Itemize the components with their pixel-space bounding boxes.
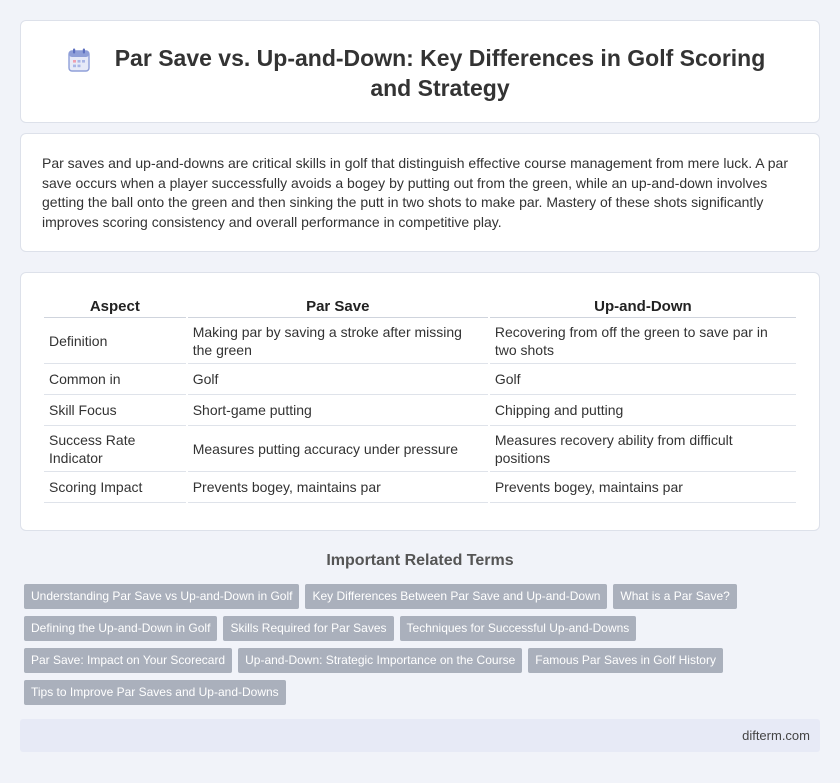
intro-paragraph: Par saves and up-and-downs are critical skills in golf that distinguish effective course management from mere luck. A par save occurs when a player successfully avoids a bogey by putting out from the green, while an up-and-down involves getting the ball onto the green and then sinking the putt in two shots to make par. Mastery of these shots significantly improves scoring consistency and overall performance in competitive play.	[42, 155, 788, 230]
related-term-tag[interactable]: What is a Par Save?	[613, 584, 736, 609]
row-up-and-down: Prevents bogey, maintains par	[490, 472, 796, 503]
row-aspect: Skill Focus	[44, 395, 186, 426]
row-par-save: Making par by saving a stroke after missing the green	[188, 318, 488, 364]
header-up-and-down: Up-and-Down	[490, 296, 796, 318]
header-card	[20, 20, 820, 123]
table-header-row	[44, 296, 796, 318]
related-term-tag[interactable]: Par Save: Impact on Your Scorecard	[24, 648, 232, 673]
header-aspect: Aspect	[44, 296, 186, 318]
page-title: Par Save vs. Up-and-Down: Key Differences in Golf Scoring and Strategy	[114, 45, 766, 101]
row-up-and-down: Golf	[490, 364, 796, 395]
tag-row	[24, 680, 824, 712]
header-par-save: Par Save	[188, 296, 488, 318]
row-aspect: Common in	[44, 364, 186, 395]
comparison-table	[42, 296, 798, 503]
row-aspect: Definition	[44, 318, 186, 364]
row-aspect: Success Rate Indicator	[44, 426, 186, 472]
tag-row	[24, 616, 824, 648]
tag-row	[24, 584, 824, 616]
row-aspect: Scoring Impact	[44, 472, 186, 503]
related-terms-title: Important Related Terms	[326, 552, 514, 569]
related-term-tag[interactable]: Tips to Improve Par Saves and Up-and-Downs	[24, 680, 286, 705]
table-row	[44, 395, 796, 426]
tag-row	[24, 648, 824, 680]
row-par-save: Short-game putting	[188, 395, 488, 426]
table-row	[44, 364, 796, 395]
comparison-card	[20, 272, 820, 531]
related-term-tag[interactable]: Famous Par Saves in Golf History	[528, 648, 723, 673]
table-row	[44, 472, 796, 503]
related-terms-list	[24, 584, 824, 712]
related-term-tag[interactable]: Techniques for Successful Up-and-Downs	[400, 616, 637, 641]
related-term-tag[interactable]: Up-and-Down: Strategic Importance on the Course	[238, 648, 522, 673]
related-term-tag[interactable]: Defining the Up-and-Down in Golf	[24, 616, 217, 641]
related-term-tag[interactable]: Key Differences Between Par Save and Up-and-Down	[305, 584, 607, 609]
related-term-tag[interactable]: Understanding Par Save vs Up-and-Down in Golf	[24, 584, 299, 609]
row-par-save: Measures putting accuracy under pressure	[188, 426, 488, 472]
row-par-save: Golf	[188, 364, 488, 395]
table-row	[44, 318, 796, 364]
row-up-and-down: Recovering from off the green to save par in two shots	[490, 318, 796, 364]
calendar-icon	[67, 47, 91, 73]
intro-card	[20, 133, 820, 252]
row-par-save: Prevents bogey, maintains par	[188, 472, 488, 503]
title-wrap	[21, 43, 819, 103]
row-up-and-down: Measures recovery ability from difficult positions	[490, 426, 796, 472]
footer	[20, 719, 820, 752]
row-up-and-down: Chipping and putting	[490, 395, 796, 426]
table-row	[44, 426, 796, 472]
related-term-tag[interactable]: Skills Required for Par Saves	[223, 616, 393, 641]
site-link[interactable]: difterm.com	[742, 728, 810, 743]
